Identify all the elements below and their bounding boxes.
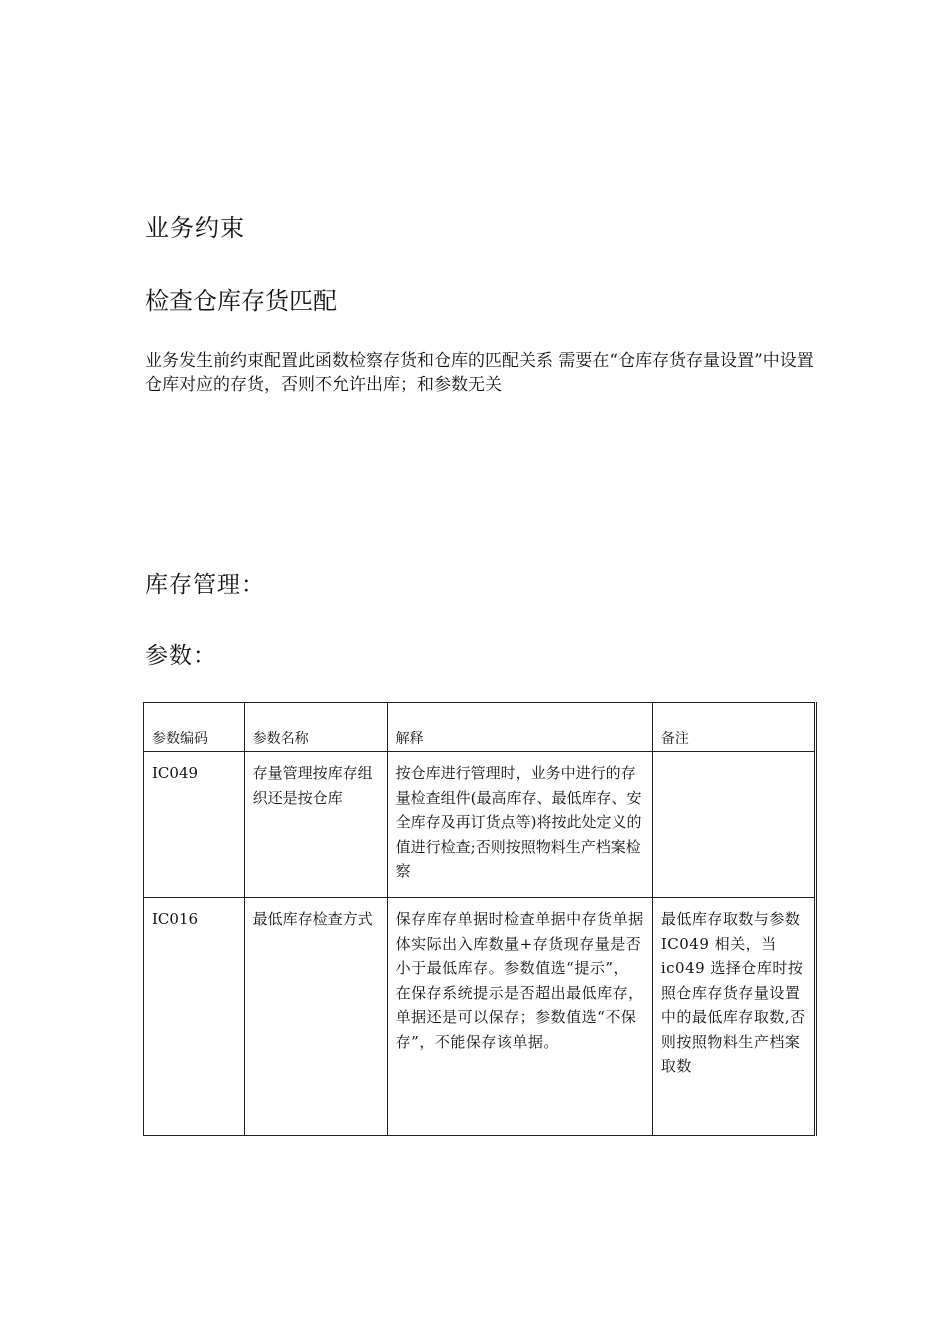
cell-param-code: IC049 xyxy=(144,752,245,898)
header-description: 解释 xyxy=(387,703,652,752)
cell-param-name: 最低库存检查方式 xyxy=(244,898,387,1136)
cell-note: 最低库存取数与参数 IC049 相关，当 ic049 选择仓库时按照仓库存货存量设置中的最低库存取数,否则按照物料生产档案取数 xyxy=(652,898,815,1136)
params-title: 参数： xyxy=(145,643,217,669)
cell-description: 保存库存单据时检查单据中存货单据体实际出入库数量+存货现存量是否小于最低库存。参数值选“提示”，在保存系统提示是否超出最低库存，单据还是可以保存；参数值选“不保存”，不能保存该单据。 xyxy=(387,898,652,1136)
cell-param-name: 存量管理按库存组织还是按仓库 xyxy=(244,752,387,898)
inventory-management-title: 库存管理： xyxy=(145,572,265,598)
cell-note xyxy=(652,752,815,898)
params-table-header xyxy=(144,703,816,752)
cell-param-code: IC016 xyxy=(144,898,245,1136)
header-param-code: 参数编码 xyxy=(144,703,245,752)
constraint-title: 检查仓库存货匹配 xyxy=(145,287,337,315)
cell-description: 按仓库进行管理时，业务中进行的存量检查组件(最高库存、最低库存、安全库存及再订货点等)将按此处定义的值进行检查;否则按照物料生产档案检察 xyxy=(387,752,652,898)
params-table-body xyxy=(144,752,816,1136)
section-title: 业务约束 xyxy=(145,214,245,242)
table-row xyxy=(144,898,816,1136)
header-param-name: 参数名称 xyxy=(244,703,387,752)
params-table xyxy=(143,702,817,1136)
header-note: 备注 xyxy=(652,703,815,752)
table-header-row xyxy=(144,703,816,752)
constraint-description: 业务发生前约束配置此函数检察存货和仓库的匹配关系 需要在“仓库存货存量设置”中设置仓库对应的存货，否则不允许出库；和参数无关 xyxy=(145,351,814,395)
table-row xyxy=(144,752,816,898)
